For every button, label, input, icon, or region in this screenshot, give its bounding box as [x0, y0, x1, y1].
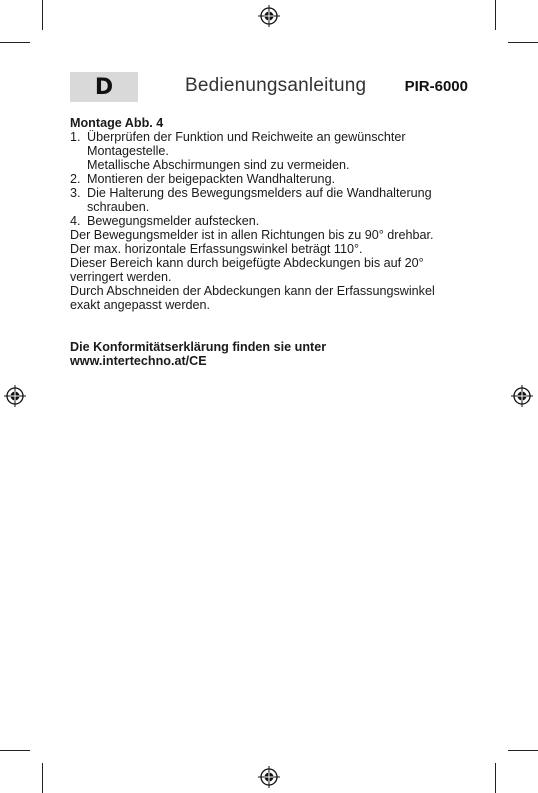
step-text: Bewegungsmelder aufstecken. [87, 214, 260, 228]
registration-mark-icon [257, 4, 281, 28]
conformity-url: www.intertechno.at/CE [70, 354, 207, 368]
paragraph-line: Der Bewegungsmelder ist in allen Richtungen bis zu 90° drehbar. [70, 228, 434, 242]
step-item [70, 214, 470, 228]
section-title: Montage Abb. 4 [70, 116, 164, 130]
step-item [70, 172, 470, 186]
paragraph-line: exakt angepasst werden. [70, 298, 211, 312]
step-text: Die Halterung des Bewegungsmelders auf die Wandhalterung [87, 186, 432, 200]
step-text: Überprüfen der Funktion und Reichweite an gewünschter [87, 130, 406, 144]
registration-mark-icon [3, 384, 27, 408]
crop-mark [42, 763, 43, 793]
step-text: Montagestelle. [87, 144, 169, 158]
crop-mark [508, 750, 538, 751]
step-text: schrauben. [87, 200, 150, 214]
crop-mark [508, 42, 538, 43]
step-item [70, 130, 470, 172]
crop-mark [42, 0, 43, 30]
model-number: PIR-6000 [404, 78, 468, 95]
paragraph-line: Durch Abschneiden der Abdeckungen kann der Erfassungswinkel [70, 284, 435, 298]
conformity-text: Die Konformitätserklärung finden sie unter [70, 340, 327, 354]
registration-mark-icon [257, 765, 281, 789]
registration-mark-icon [510, 384, 534, 408]
paragraph-line: Dieser Bereich kann durch beigefügte Abdeckungen bis auf 20° [70, 256, 424, 270]
manual-content [70, 115, 470, 368]
step-item [70, 186, 470, 214]
language-badge: D [70, 72, 138, 102]
step-number: 3. [70, 186, 81, 200]
page-title: Bedienungsanleitung [185, 75, 367, 96]
step-number: 1. [70, 130, 81, 144]
crop-mark [0, 750, 30, 751]
paragraph-line: Der max. horizontale Erfassungswinkel beträgt 110°. [70, 242, 363, 256]
step-number: 2. [70, 172, 81, 186]
step-text: Montieren der beigepackten Wandhalterung. [87, 172, 336, 186]
crop-mark [0, 42, 30, 43]
crop-mark [495, 0, 496, 30]
step-number: 4. [70, 214, 81, 228]
step-text: Metallische Abschirmungen sind zu vermeiden. [87, 158, 350, 172]
page-header [70, 72, 468, 102]
crop-mark [495, 763, 496, 793]
spacer [70, 312, 470, 340]
paragraph-line: verringert werden. [70, 270, 172, 284]
